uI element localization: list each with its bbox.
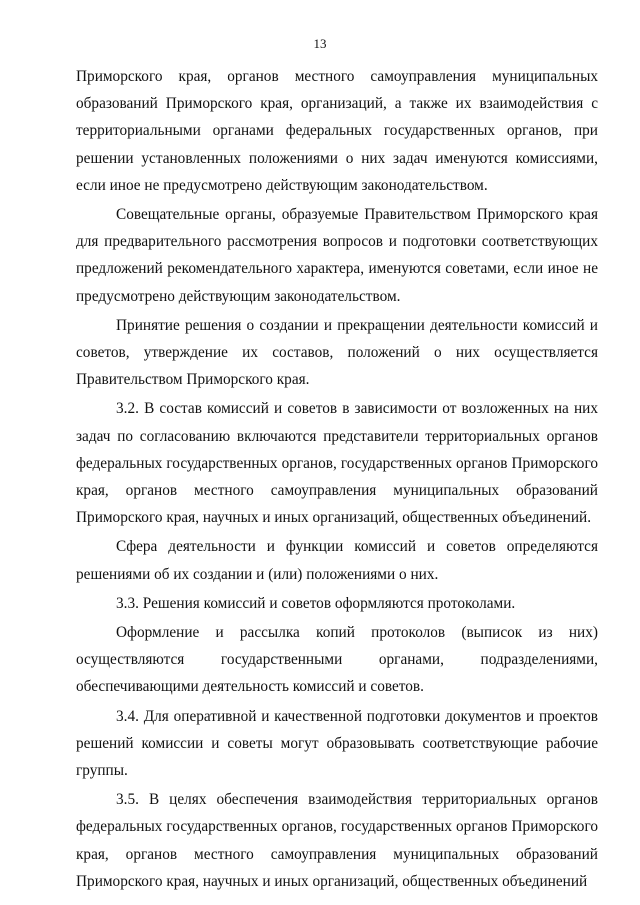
paragraph-scope-functions: Сфера деятельности и функции комиссий и советов определяются решениями об их создании и (или) положениями о них. xyxy=(76,538,598,583)
paragraph-3-3: 3.3. Решения комиссий и советов оформляются протоколами. xyxy=(116,594,516,612)
paragraph-3-4: 3.4. Для оперативной и качественной подготовки документов и проектов решений комиссии и советы могут образовывать соответствующие рабочие группы. xyxy=(76,707,598,780)
paragraph-protocols-distribution: Оформление и рассылка копий протоколов (выписок из них) осуществляются государственными органами, подразделениями, обеспечивающими деятельность комиссий и советов. xyxy=(76,624,598,696)
paragraph-decision-creation: Принятие решения о создании и прекращении деятельности комиссий и советов, утверждение их составов, положений о них осуществляется Правительством Приморского края. xyxy=(76,316,598,389)
paragraph-3-5: 3.5. В целях обеспечения взаимодействия территориальных органов федеральных государственных органов, государственных органов Приморского края, органов местного самоуправления муниципальных образований Приморского края, научных и иных организаций, общественных объединений xyxy=(76,791,598,890)
paragraph-advisory-bodies: Совещательные органы, образуемые Правительством Приморского края для предварительного рассмотрения вопросов и подготовки соответствующих предложений рекомендательного характера, именуются советами, если иное не предусмотрено действующим законодательством. xyxy=(76,206,598,305)
paragraph-3-2: 3.2. В состав комиссий и советов в зависимости от возложенных на них задач по согласованию включаются представители территориальных органов федеральных государственных органов, государственных органов Приморского края, органов местного самоуправления муниципальных образований Приморского края, научных и иных организаций, общественных объединений. xyxy=(76,400,598,527)
paragraph-continuation: Приморского края, органов местного самоуправления муниципальных образований Приморского края, организаций, а также их взаимодействия с территориальными органами федеральных государственных органов, при решении установленных положениями о них задач именуются комиссиями, если иное не предусмотрено действующим законодательством. xyxy=(76,68,598,194)
page-number: 13 xyxy=(313,36,327,51)
document-body xyxy=(76,63,598,895)
